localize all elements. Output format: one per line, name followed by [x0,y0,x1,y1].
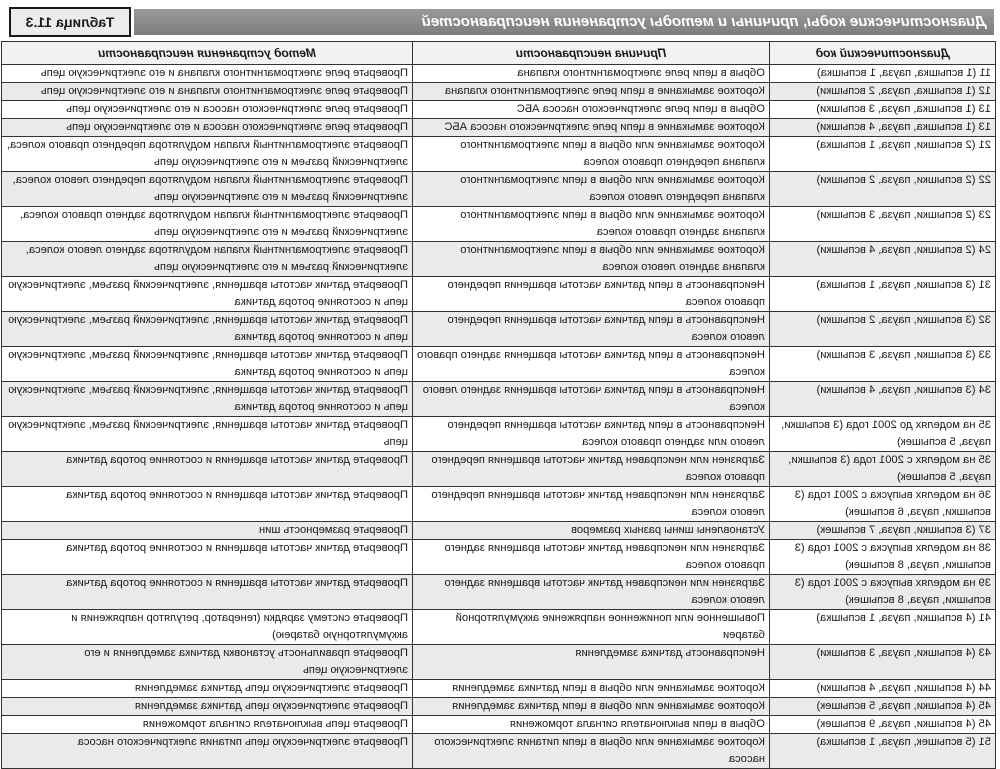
cell-code: 39 на моделях выпуска с 2001 года (3 вспышки, пауза, 8 вспышек) [770,575,996,610]
cell-cause: Неисправность датчика замедления [413,645,770,680]
cell-cause: Загрязнен или неисправен датчик частоты вращения переднего правого колеса [413,452,770,487]
table-row [2,575,996,610]
cell-cause: Короткое замыкание или обрыв в цепи датчика замедления [413,680,770,698]
cell-fix: Проверьте электромагнитный клапан модулятора переднего правого колеса, электрический разъем и его электрическую цепь [2,137,413,172]
cell-cause: Неисправность в цепи датчика частоты вращения переднего левого или заднего правого колеса [413,417,770,452]
table-row [2,645,996,680]
cell-fix: Проверьте правильность установки датчика замедления и его электрическую цепь [2,645,413,680]
cell-cause: Короткое замыкание или обрыв в цепи датчика замедления [413,698,770,716]
cell-cause: Короткое замыкание или обрыв в цепи электромагнитного клапана переднего правого колеса [413,137,770,172]
table-row [2,347,996,382]
cell-fix: Проверьте датчик частоты вращения, электрический разъем, электрическую цепь и состояние ротора датчика [2,277,413,312]
cell-cause: Короткое замыкание или обрыв в цепи электромагнитного клапана заднего правого колеса [413,207,770,242]
cell-cause: Короткое замыкание или обрыв в цепи электромагнитного клапана заднего левого колеса [413,242,770,277]
cell-fix: Проверьте датчик частоты вращения и состояние ротора датчика [2,487,413,522]
cell-fix: Проверьте электромагнитный клапан модулятора переднего левого колеса, электрический разъем и его электрическую цепь [2,172,413,207]
cell-fix: Проверьте систему зарядки (генератор, регулятор напряжения и аккумуляторную батарею) [2,610,413,645]
cell-cause: Короткое замыкание в цепи реле электромагнитного клапана [413,83,770,101]
table-row [2,487,996,522]
table-row [2,382,996,417]
cell-cause: Неисправность в цепи датчика частоты вращения переднего левого колеса [413,312,770,347]
cell-fix: Проверьте электрическую цепь питания электрического насоса [2,734,413,769]
cell-fix: Проверьте электромагнитный клапан модулятора заднего левого колеса, электрический разъем и его электрическую цепь [2,242,413,277]
cell-code: 45 (4 вспышки, пауза, 9 вспышек) [770,716,996,734]
cell-code: 35 на моделях до 2001 года (3 вспышки, пауза, 5 вспышек) [770,417,996,452]
cell-cause: Установлены шины разных размеров [413,522,770,540]
cell-fix: Проверьте электрическую цепь датчика замедления [2,680,413,698]
cell-code: 21 (2 вспышки, пауза, 1 вспышка) [770,137,996,172]
cell-cause: Неисправность в цепи датчика частоты вращения заднего правого колеса [413,347,770,382]
cell-cause: Загрязнен или неисправен датчик частоты вращения переднего левого колеса [413,487,770,522]
table-row [2,610,996,645]
cell-code: 12 (1 вспышка, пауза, 2 вспышки) [770,83,996,101]
cell-fix: Проверьте датчик частоты вращения, электрический разъем, электрическую цепь [2,417,413,452]
table-row [2,137,996,172]
cell-fix: Проверьте реле электрического насоса и его электрическую цепь [2,119,413,137]
table-row [2,540,996,575]
cell-code: 32 (3 вспышки, пауза, 2 вспышки) [770,312,996,347]
cell-fix: Проверьте реле электрического насоса и его электрическую цепь [2,101,413,119]
page-title: Диагностические коды, причины и методы устранения неисправностей [134,9,994,35]
table-row [2,242,996,277]
cell-fix: Проверьте датчик частоты вращения, электрический разъем, электрическую цепь и состояние ротора датчика [2,382,413,417]
cell-fix: Проверьте датчик частоты вращения и состояние ротора датчика [2,452,413,487]
table-row [2,734,996,769]
cell-code: 13 (1 вспышка, пауза, 4 вспышки) [770,119,996,137]
cell-fix: Проверьте реле электромагнитного клапана и его электрическую цепь [2,65,413,83]
cell-code: 13 (1 вспышка, пауза, 3 вспышки) [770,101,996,119]
cell-code: 33 (3 вспышки, пауза, 3 вспышки) [770,347,996,382]
cell-code: 24 (2 вспышки, пауза, 4 вспышки) [770,242,996,277]
cell-fix: Проверьте датчик частоты вращения, электрический разъем, электрическую цепь и состояние ротора датчика [2,312,413,347]
cell-fix: Проверьте датчик частоты вращения, электрический разъем, электрическую цепь и состояние ротора датчика [2,347,413,382]
header-code: Диагностический код [770,42,996,65]
cell-code: 37 (3 вспышки, пауза, 7 вспышек) [770,522,996,540]
table-row [2,119,996,137]
cell-cause: Неисправность в цепи датчика частоты вращения переднего правого колеса [413,277,770,312]
table-row [2,65,996,83]
table-row [2,452,996,487]
cell-cause: Обрыв в цепи реле электромагнитного клапана [413,65,770,83]
table-row [2,207,996,242]
table-row [2,680,996,698]
cell-cause: Короткое замыкание или обрыв в цепи электромагнитного клапана переднего левого колеса [413,172,770,207]
cell-code: 35 на моделях с 2001 года (3 вспышки, пауза, 5 вспышек) [770,452,996,487]
cell-cause: Обрыв в цепи выключателя сигнала торможения [413,716,770,734]
title-bar [0,0,1000,39]
cell-fix: Проверьте цепь выключателя сигнала торможения [2,716,413,734]
cell-cause: Неисправность в цепи датчика частоты вращения заднего левого колеса [413,382,770,417]
cell-cause: Короткое замыкание или обрыв в цепи питания электрического насоса [413,734,770,769]
cell-code: 51 (5 вспышек, пауза, 1 вспышка) [770,734,996,769]
cell-cause: Загрязнен или неисправен датчик частоты вращения заднего левого колеса [413,575,770,610]
cell-fix: Проверьте датчик частоты вращения и состояние ротора датчика [2,540,413,575]
cell-code: 36 на моделях выпуска с 2001 года (3 вспышки, пауза, 6 вспышек) [770,487,996,522]
cell-fix: Проверьте реле электромагнитного клапана и его электрическую цепь [2,83,413,101]
cell-code: 22 (2 вспышки, пауза, 2 вспышки) [770,172,996,207]
cell-code: 23 (2 вспышки, пауза, 3 вспышки) [770,207,996,242]
table-row [2,698,996,716]
header-fix: Метод устранения неисправности [2,42,413,65]
cell-cause: Короткое замыкание в цепи реле электрического насоса АБС [413,119,770,137]
cell-cause: Загрязнен или неисправен датчик частоты вращения заднего правого колеса [413,540,770,575]
cell-code: 31 (3 вспышки, пауза, 1 вспышка) [770,277,996,312]
header-cause: Причина неисправности [413,42,770,65]
table-row [2,277,996,312]
cell-cause: Повышенное или пониженное напряжение аккумуляторной батареи [413,610,770,645]
table-label: Таблица 11.3 [9,7,131,37]
cell-fix: Проверьте датчик частоты вращения и состояние ротора датчика [2,575,413,610]
cell-fix: Проверьте размерность шин [2,522,413,540]
cell-code: 44 (4 вспышки, пауза, 4 вспышки) [770,680,996,698]
table-row [2,101,996,119]
cell-code: 38 на моделях выпуска с 2001 года (3 вспышки, пауза, 8 вспышек) [770,540,996,575]
table-row [2,417,996,452]
table-row [2,312,996,347]
cell-code: 45 (4 вспышки, пауза, 5 вспышек) [770,698,996,716]
table-header-row [2,42,996,65]
table-row [2,172,996,207]
diagnostic-codes-table [1,41,996,769]
cell-fix: Проверьте электрическую цепь датчика замедления [2,698,413,716]
cell-code: 34 (3 вспышки, пауза, 4 вспышки) [770,382,996,417]
cell-code: 43 (4 вспышки, пауза, 3 вспышки) [770,645,996,680]
cell-code: 11 (1 вспышка, пауза, 1 вспышка) [770,65,996,83]
table-row [2,716,996,734]
table-row [2,83,996,101]
table-row [2,522,996,540]
cell-code: 41 (4 вспышки, пауза, 1 вспышка) [770,610,996,645]
cell-fix: Проверьте электромагнитный клапан модулятора заднего правого колеса, электрический разъем и его электрическую цепь [2,207,413,242]
cell-cause: Обрыв в цепи реле электрического насоса АБС [413,101,770,119]
